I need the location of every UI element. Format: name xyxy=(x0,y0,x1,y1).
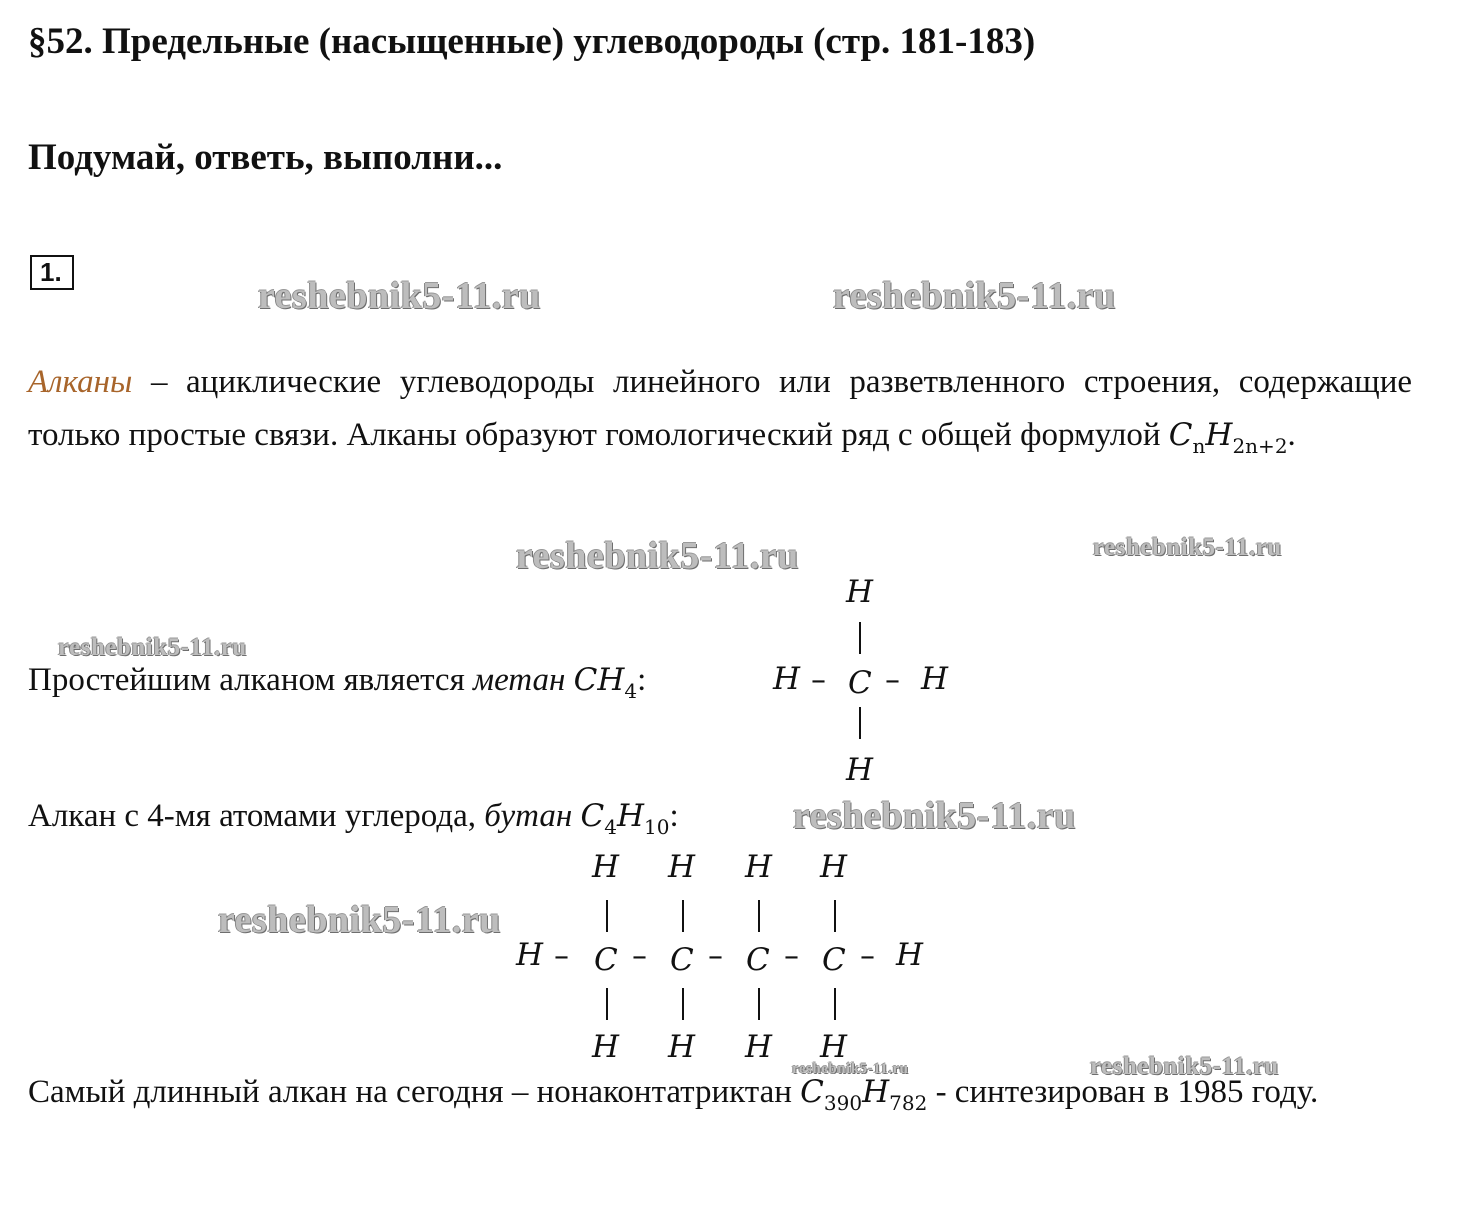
bond-horizontal: – xyxy=(708,939,723,974)
bond-vertical xyxy=(682,900,684,932)
bond-horizontal: – xyxy=(885,663,900,698)
atom-h: H xyxy=(846,752,874,788)
atom-h: H xyxy=(516,937,544,973)
atom-h: H xyxy=(745,849,773,885)
methane-line: Простейшим алканом является метан $CH_4$: xyxy=(28,662,647,703)
bond-vertical xyxy=(834,988,836,1020)
atom-c: C xyxy=(848,665,872,701)
atom-h: H xyxy=(592,1029,620,1065)
atom-c: C xyxy=(746,942,770,978)
bond-horizontal: – xyxy=(860,939,875,974)
watermark: reshebnik5-11.ru xyxy=(218,899,501,941)
butane-line: Алкан с 4-мя атомами углерода, бутан $C_4H_{10}$: xyxy=(28,798,679,839)
longest-formula: $C_{390}H_{782}$ xyxy=(800,1074,928,1115)
bond-horizontal: – xyxy=(811,663,826,698)
watermark: reshebnik5-11.ru xyxy=(793,795,1076,837)
bond-horizontal: – xyxy=(784,939,799,974)
bond-vertical xyxy=(859,707,861,739)
atom-h: H xyxy=(773,661,801,697)
atom-h: H xyxy=(820,849,848,885)
section-subtitle: Подумай, ответь, выполни... xyxy=(28,137,503,178)
atom-c: C xyxy=(670,942,694,978)
bond-vertical xyxy=(606,900,608,932)
bond-vertical xyxy=(682,988,684,1020)
watermark: reshebnik5-11.ru xyxy=(258,275,541,317)
longest-alkane-paragraph: Самый длинный алкан на сегодня – нонаконтатриктан $C_{390}H_{782}$ - синтезирован в 1985 году. xyxy=(28,1074,1319,1115)
atom-h: H xyxy=(820,1029,848,1065)
task-number: 1. xyxy=(30,255,74,290)
butane-formula: $C_4H_{10}$ xyxy=(580,798,670,839)
bond-vertical xyxy=(834,900,836,932)
atom-h: H xyxy=(668,849,696,885)
watermark: reshebnik5-11.ru xyxy=(1090,1053,1279,1080)
bond-vertical xyxy=(606,988,608,1020)
watermark: reshebnik5-11.ru xyxy=(833,275,1116,317)
atom-c: C xyxy=(594,942,618,978)
bond-vertical xyxy=(758,988,760,1020)
atom-h: H xyxy=(745,1029,773,1065)
term-highlight: Алканы xyxy=(28,364,133,400)
bond-horizontal: – xyxy=(632,939,647,974)
watermark: reshebnik5-11.ru xyxy=(792,1061,909,1077)
atom-h: H xyxy=(921,661,949,697)
atom-h: H xyxy=(592,849,620,885)
bond-vertical xyxy=(859,622,861,654)
atom-h: H xyxy=(846,574,874,610)
bond-horizontal: – xyxy=(554,939,569,974)
atom-h: H xyxy=(668,1029,696,1065)
alkane-definition: Алканы – ациклические углеводороды линейного или разветвленного строения, содержащие только простые связи. Алканы образуют гомологический ряд с общей формулой $C_nH_{2n+2}$. xyxy=(28,364,1412,458)
general-formula: $C_nH_{2n+2}$ xyxy=(1168,417,1288,458)
watermark: reshebnik5-11.ru xyxy=(516,535,799,577)
methane-name: метан xyxy=(473,662,566,698)
watermark: reshebnik5-11.ru xyxy=(1093,534,1282,561)
bond-vertical xyxy=(758,900,760,932)
atom-h: H xyxy=(896,937,924,973)
watermark: reshebnik5-11.ru xyxy=(58,634,247,661)
page-title: §52. Предельные (насыщенные) углеводороды (стр. 181-183) xyxy=(28,21,1036,62)
atom-c: C xyxy=(822,942,846,978)
methane-formula: $CH_4$ xyxy=(573,662,638,703)
definition-text: – ациклические углеводороды линейного или разветвленного строения, содержащие только простые связи. Алканы образуют гомологический ряд с общей формулой xyxy=(28,364,1412,453)
butane-name: бутан xyxy=(484,798,573,834)
